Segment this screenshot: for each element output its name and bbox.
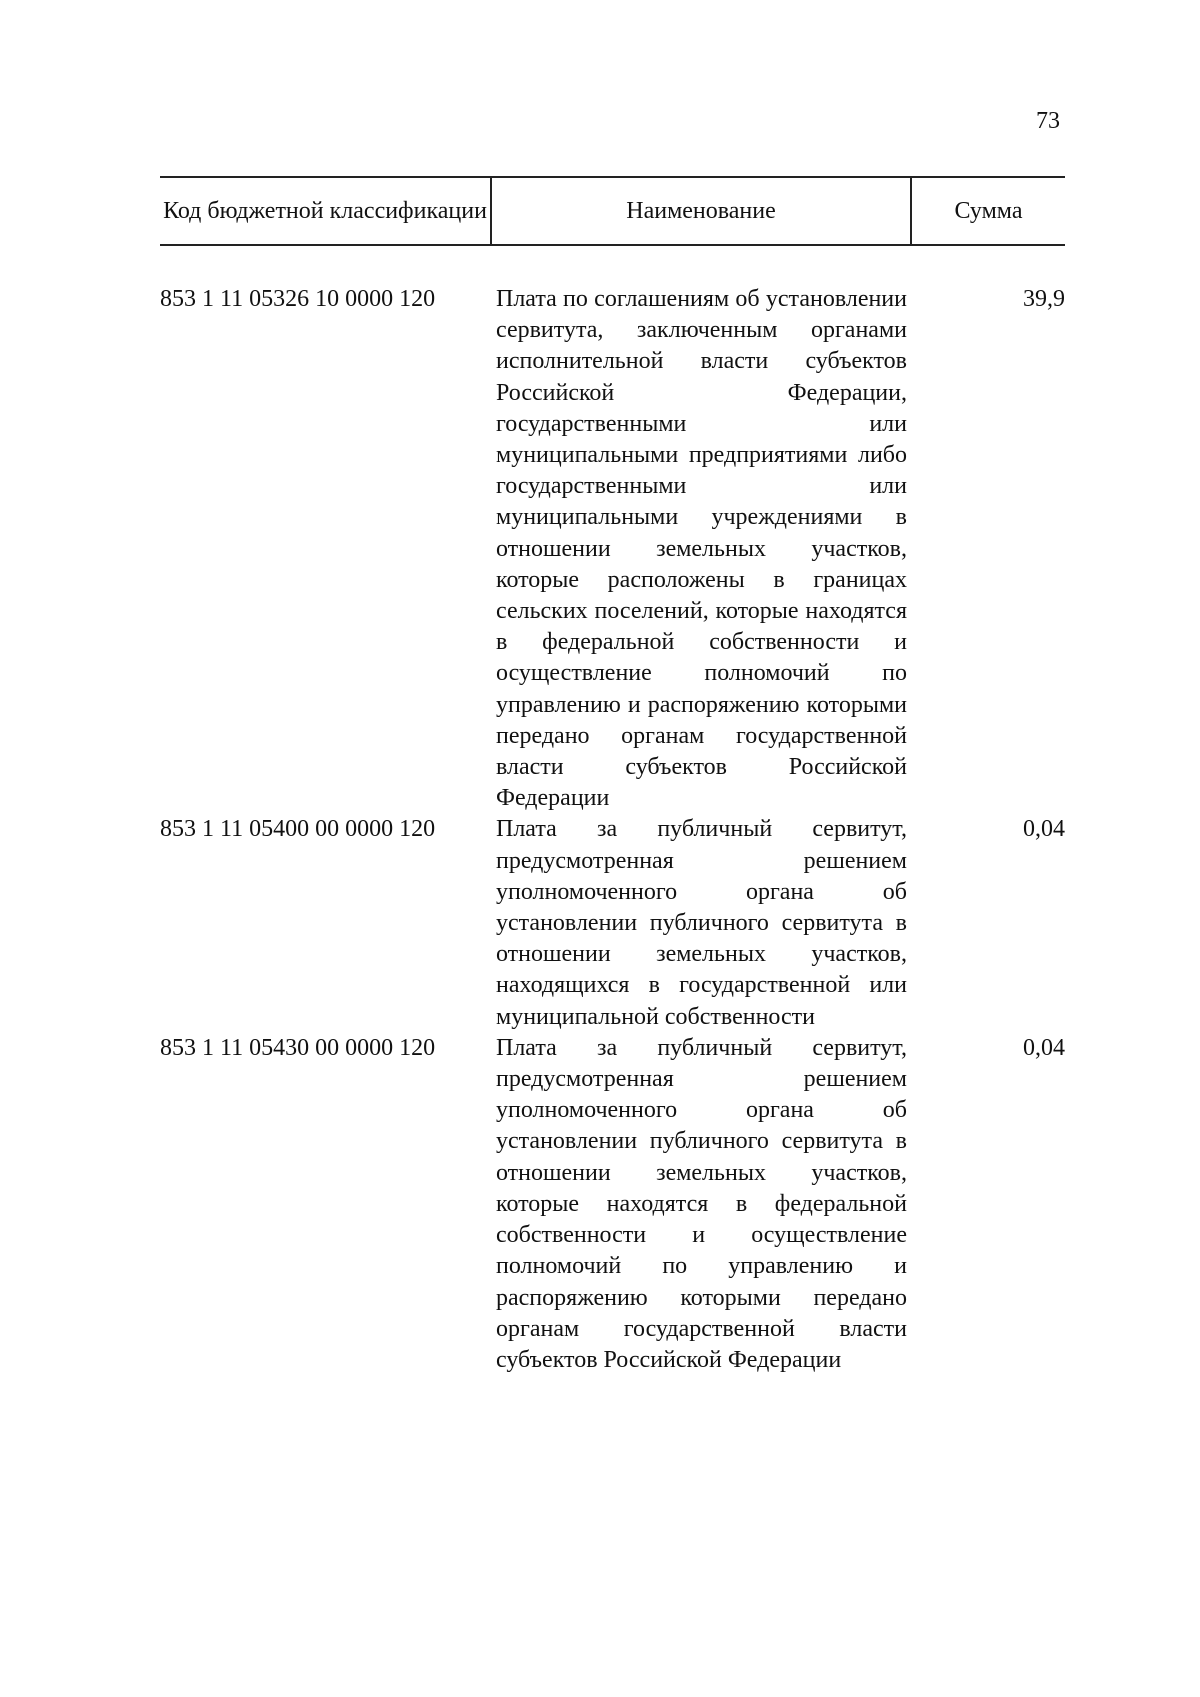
header-name: Наименование [492, 178, 912, 244]
header-code: Код бюджетной классификации [160, 178, 492, 244]
row-name: Плата по соглашениям об установлении сервитута, заключенным органами исполнительной власти субъектов Российской Федерации, государственными или муниципальными предприятиями либо государственными или муниципальными учреждениями в отношении земельных участков, которые расположены в границах сельских поселений, которые находятся в федеральной собственности и осуществление полномочий по управлению и распоряжению которыми передано органам государственной власти субъектов Российской Федерации [496, 286, 907, 812]
header-sum: Сумма [954, 197, 1023, 224]
row-sum: 39,9 [1023, 286, 1065, 312]
row-name: Плата за публичный сервитут, предусмотренная решением уполномоченного органа об установлении публичного сервитута в отношении земельных участков, находящихся в государственной или муниципальной собственности [496, 816, 907, 1030]
row-sum: 0,04 [1023, 1034, 1065, 1061]
table-row [160, 1033, 1065, 1376]
row-name: Плата за публичный сервитут, предусмотренная решением уполномоченного органа об установлении публичного сервитута в отношении земельных участков, которые находятся в федеральной собственности и осуществление полномочий по управлению и распоряжению которыми передано органам государственной власти субъектов Российской Федерации [496, 1034, 907, 1373]
row-sum: 0,04 [1023, 816, 1065, 843]
table-row [160, 284, 1065, 814]
row-code: 853 1 11 05400 00 0000 120 [160, 816, 436, 843]
table-body [160, 284, 1065, 1376]
table-row [160, 814, 1065, 1032]
page-number: 73 [1036, 108, 1060, 134]
row-code: 853 1 11 05430 00 0000 120 [160, 1034, 436, 1061]
row-code: 853 1 11 05326 10 0000 120 [160, 286, 436, 312]
table-header [160, 176, 1065, 246]
